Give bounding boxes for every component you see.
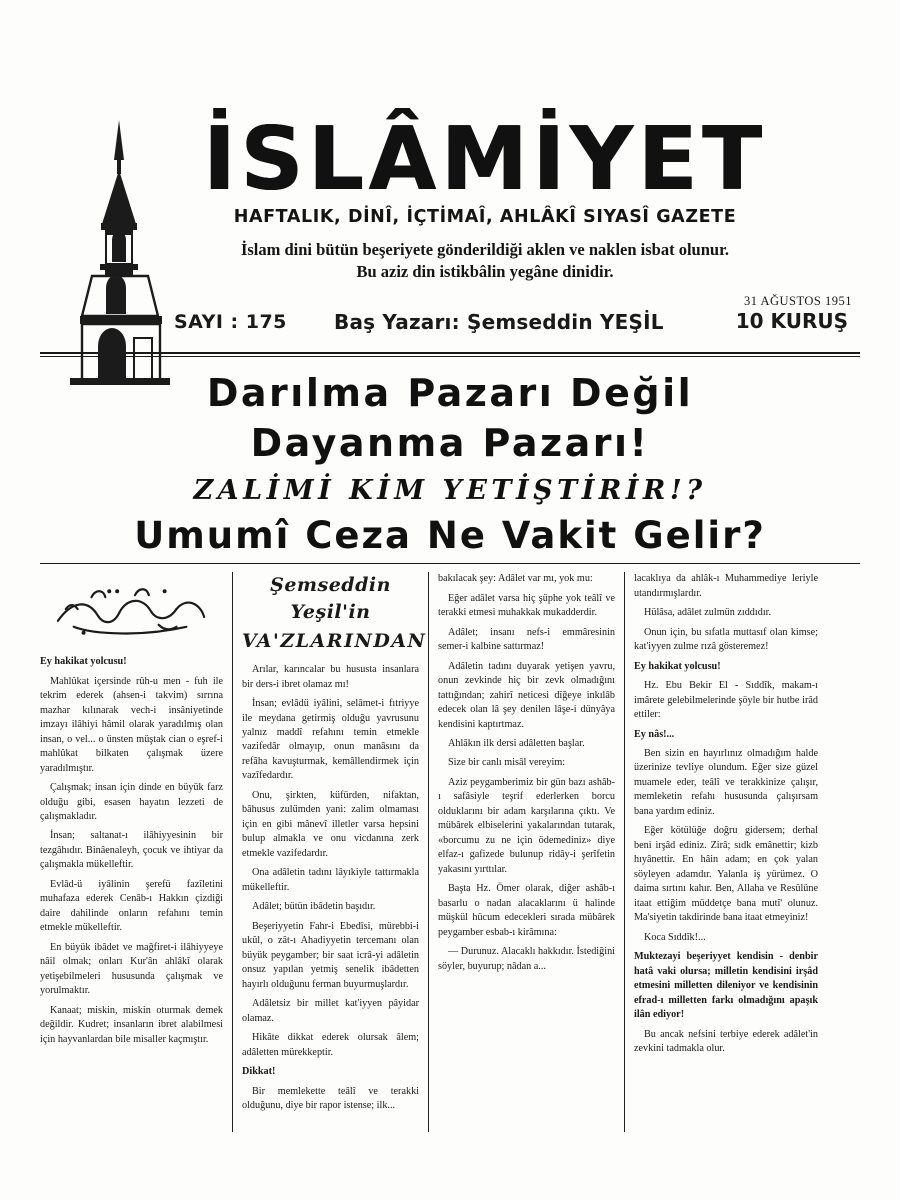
publication-date: 31 AĞUSTOS 1951 bbox=[744, 294, 852, 308]
column-4-paragraph-4: Hz. Ebu Bekir El - Sıddîk, makam-ı imârete gelebilmelerinde şöyle bir hutbe irâd ettiler: bbox=[634, 680, 818, 721]
column-4-paragraph-5: Ey nâs!... bbox=[634, 728, 675, 740]
column-1-paragraph-5: En büyük ibâdet ve mağfiret-i ilâhiyyeye nâil olmak; onları Kur'ân ahlâkî olarak yetişebilmeleri hususunda çalışmak ve yorulmaktır. bbox=[40, 941, 223, 997]
column-2-paragraph-2: Onu, şirkten, küfürden, nifaktan, bâhusus zulümden yani: zalim olmaması için en gibi mânevî illetler varsa hepsini bulup almakla ve onu vicdanına zerk etmekle vazifedardır. bbox=[242, 789, 419, 859]
price-label: 10 KURUŞ bbox=[735, 309, 848, 333]
column-2-paragraph-7: Hikâte dikkat ederek olursak âlem; adâletten mürekkeptir. bbox=[242, 1032, 419, 1058]
column-1-paragraph-0: Ey hakikat yolcusu! bbox=[40, 656, 127, 668]
column-4-paragraph-2: Onun için, bu sıfatla muttasıf olan kimse; kat'iyyen zulme rızâ gösteremez! bbox=[634, 626, 818, 653]
column-2-paragraph-5: Beşeriyyetin Fahr-i Ebedîsi, mürebbi-i ukûl, o zât-ı Ahadiyyetin tercemanı olan büyük peygamber; bir saat icrâ-yi adâletin onsuz yapılan yetmiş senelik ibâdetten hayırlı olduğunu ferman buyurmuşlardır. bbox=[242, 920, 419, 990]
headline-sub: ZALİMİ KİM YETİŞTİRİR!? bbox=[193, 475, 707, 507]
column-4-paragraph-9: Muktezayi beşeriyyet kendisin - denbir hatâ vaki olursa; milletin kendisini irşâd etmesini milletten dileniyor ve kendisinin efrad-ı milletten farkı olmadığını apaşık ilân ediyor! bbox=[634, 951, 818, 1021]
issue-info-row bbox=[44, 294, 856, 350]
page-title: İSLÂMİYET bbox=[203, 108, 767, 210]
arabic-calligraphy-besmele bbox=[40, 572, 223, 648]
headline-main-line-2: Dayanma Pazarı! bbox=[250, 421, 650, 466]
editor-name: Baş Yazarı: Şemseddin YEŞİL bbox=[334, 310, 664, 334]
masthead-motto bbox=[180, 239, 790, 284]
column-4 bbox=[625, 572, 818, 1132]
motto-line-2: Bu aziz din istikbâlin yegâne dinidir. bbox=[356, 261, 614, 281]
column-4-paragraph-1: Hülâsa, adâlet zulmün zıddıdır. bbox=[644, 607, 772, 619]
column-4-paragraph-8: Koca Sıddîk!... bbox=[644, 931, 706, 943]
masthead-subtitle: HAFTALIK, DİNÎ, İÇTİMAÎ, AHLÂKÎ SIYASÎ GAZETE bbox=[233, 206, 737, 227]
column-2-paragraph-4: Adâlet; bütün ibâdetin başıdır. bbox=[252, 901, 376, 913]
article-heading bbox=[242, 572, 427, 655]
divider-headlines bbox=[40, 563, 860, 564]
column-1-paragraph-2: Çalışmak; insan için dinde en büyük farz olduğu gibi, esasen hayatın lezzeti de çalışmakladır. bbox=[40, 782, 223, 822]
column-2-paragraph-6: Adâletsiz bir millet kat'iyyen pâyidar olamaz. bbox=[242, 998, 419, 1024]
motto-line-1: İslam dini bütün beşeriyete gönderildiği aklen ve naklen isbat olunur. bbox=[240, 239, 730, 259]
column-4-paragraph-10: Bu ancak nefsini terbiye ederek adâlet'in zevkini tadmakla olur. bbox=[634, 1028, 818, 1055]
column-2-paragraph-1: İnsan; evlâdü iyâlini, selâmet-i fıtriyye ile meydana getirmiş olduğu yavrusunu yalnız maddî refahını temin etmekle vazifedâr olmayıp, onun manâsını da refâha kavuşturmak, kemâllendirmek için vazîfedardır. bbox=[242, 698, 419, 782]
column-3-paragraph-3: Adâletin tadını duyarak yetişen yavru, onun zevkinde hiç bir zevk olmadığını tattığından; zahirî neticesi dîğeye inkılâb edecek olan lâ şey denilen lâşe-i dünyâya kendisini kaptırtmaz. bbox=[438, 660, 615, 730]
column-3-paragraph-7: Başta Hz. Ömer olarak, diğer ashâb-ı basarlu o nadan alacaklarını ü halinde müşkül hücum edecekleri sırada mübârek peygamber esbab-ı kirâmına: bbox=[438, 883, 615, 938]
column-2-paragraph-8: Dikkat! bbox=[242, 1066, 276, 1078]
column-4-paragraph-6: Ben sizin en hayırlınız olmadığım halde üzerinize tevliye olundum. Eğer size güzel muamele eder, teâlî ve terakkinize çalışır, memleketin refahı hususunda çalışırsam bana yardım ediniz. bbox=[634, 748, 818, 817]
headline-main-line-1: Darılma Pazarı Değil bbox=[206, 371, 694, 415]
column-1-paragraph-4: Evlâd-ü iyâlinin şerefü fazîletini muhafaza ederek Cenâb-ı Hakkın çizdiği daire dahilinde onların refahını temin etmekle mükelleftir. bbox=[40, 878, 223, 934]
column-1-paragraph-1: Mahlûkat içersinde rûh-u men - fuh ile tekrim ederek (ahsen-i takvim) sırrına mazhar kılınarak vech-i insâniyetinde imzayı ilâhiyi hâmil olarak yaradılmış olan insan, o vel... o ünsten müştak cian o eşref-i mahlûkat bilkaten çalışmak üzere yaradılmıştır. bbox=[40, 675, 223, 774]
column-1 bbox=[40, 572, 233, 1132]
column-2 bbox=[233, 572, 429, 1132]
article-heading-line-1: Şemseddin Yeşil'in bbox=[270, 574, 391, 624]
column-3-paragraph-6: Aziz peygamberimiz bir gün bazı ashâb-ı safâsiyle teşrif ederlerken borcu olduklarını bir adam karşılarına çıktı. Ve mübârek elbiselerini yakalarından tutarak, «borcumu zu ne için ödemediniz» diye elfaz-ı gafizede bulunup ridây-i şerîfetin yakasını yırttılar. bbox=[438, 776, 615, 875]
column-4-paragraph-0: lacaklıya da ahlâk-ı Muhammediye leriyle utandırmışlardır. bbox=[634, 573, 818, 599]
column-3-paragraph-1: Eğer adâlet varsa hiç şüphe yok teâlî ve terakki etmesi muhakkak mukadderdir. bbox=[438, 592, 615, 619]
headline-block bbox=[0, 357, 900, 557]
column-1-paragraph-6: Kanaat; miskin, miskin oturmak demek değildir. Kudret; insanların ibret alabilmesi için hayvanlardan bile misaller kaçmıştır. bbox=[40, 1004, 223, 1045]
column-3-paragraph-0: bakılacak şey: Adâlet var mı, yok mu: bbox=[438, 573, 593, 585]
column-1-paragraph-3: İnsan; saltanat-ı ilâhiyyesinin bir tezgâhıdır. Binâenaleyh, çocuk ve ihtiyar da çalışmakla mükelleftir. bbox=[40, 830, 223, 871]
column-2-paragraph-9: Bir memlekette teâlî ve terakki olduğunu, diye bir rapor istense; ilk... bbox=[242, 1085, 419, 1112]
column-2-paragraph-0: Arılar, karıncalar bu hususta insanlara bir ders-i ibret olamaz mı! bbox=[242, 664, 419, 690]
article-columns bbox=[40, 572, 860, 1132]
issue-number: SAYI : 175 bbox=[174, 311, 287, 333]
column-3-paragraph-2: Adâlet; insanı nefs-i emmâresinin semer-i kalbine sattırmaz! bbox=[438, 626, 615, 653]
column-4-paragraph-7: Eğer kötülüğe doğru gidersem; derhal beni irşâd ediniz. Zirâ; sıdk emânettir; kizb hıyânettir. En hâin adam; en çok yalan söyleyen adamdır. Yalanla iş yürümez. O daima sırtını kahır. Ben, Allaha ve Resûlüne itaat ettiğim müddetçe bana mutî' olunuz. Ma'siyetin takdirinde bana itaat etmeyiniz! bbox=[634, 825, 818, 924]
column-3-paragraph-8: — Durunuz. Alacaklı hakkıdır. İstediğini söyler, buyurup; nâdan a... bbox=[438, 946, 615, 972]
column-4-paragraph-3: Ey hakikat yolcusu! bbox=[634, 660, 721, 672]
article-heading-line-2: VA'ZLARINDAN bbox=[242, 630, 427, 653]
headline-third: Umumî Ceza Ne Vakit Gelir? bbox=[134, 514, 766, 558]
column-2-paragraph-3: Ona adâletin tadını lâyıkiyle tattırmakla mükelleftir. bbox=[242, 867, 419, 893]
column-3-paragraph-5: Size bir canlı misâl vereyim: bbox=[448, 757, 566, 769]
column-3 bbox=[429, 572, 625, 1132]
column-3-paragraph-4: Ahlâkın ilk dersi adâletten başlar. bbox=[448, 738, 585, 749]
masthead bbox=[0, 0, 900, 290]
